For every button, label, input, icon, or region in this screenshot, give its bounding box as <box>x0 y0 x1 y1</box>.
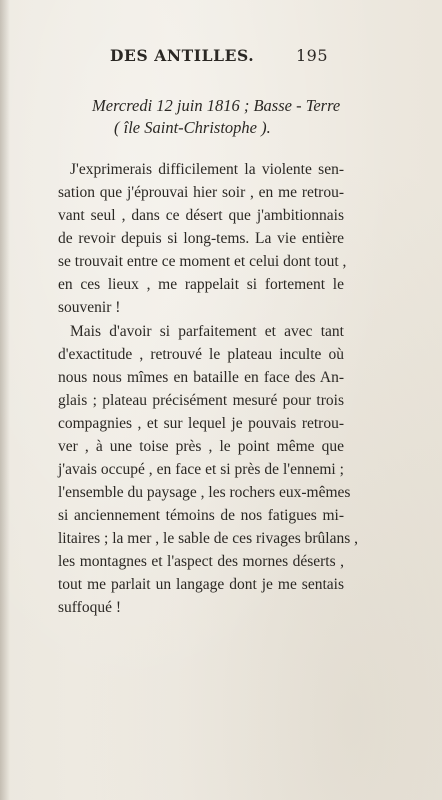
page-gutter-shadow <box>0 0 10 800</box>
text-line: souvenir ! <box>58 299 121 316</box>
text-line: litaires ; la mer , le sable de ces rivages brûlans , <box>58 530 358 547</box>
text-line: compagnies , et sur lequel je pouvais retrou- <box>58 415 344 432</box>
page-number: 195 <box>296 46 329 65</box>
text-line: se trouvait entre ce moment et celui dont tout , <box>58 253 347 270</box>
text-line: les montagnes et l'aspect des mornes déserts , <box>58 553 344 570</box>
text-line: tout me parlait un langage dont je me sentais <box>58 576 344 593</box>
running-head <box>0 46 442 68</box>
text-line: glais ; plateau précisément mesuré pour trois <box>58 392 344 409</box>
text-line: suffoqué ! <box>58 599 121 616</box>
text-line: vant seul , dans ce désert que j'ambitionnais <box>58 207 344 224</box>
entry-date-location: Mercredi 12 juin 1816 ; Basse - Terre <box>92 96 341 115</box>
text-line: Mais d'avoir si parfaitement et avec tant <box>70 323 344 340</box>
text-line: ver , à une toise près , le point même que <box>58 438 344 455</box>
text-line: l'ensemble du paysage , les rochers eux-mêmes <box>58 484 351 501</box>
text-line: de revoir depuis si long-tems. La vie entière <box>58 230 344 247</box>
running-head-title: DES ANTILLES. <box>110 46 255 65</box>
text-line: nous nous mîmes en bataille en face des An- <box>58 369 344 386</box>
entry-location-detail: ( île Saint-Christophe ). <box>114 118 271 137</box>
text-line: J'exprimerais difficilement la violente sen- <box>70 161 344 178</box>
text-line: si anciennement témoins de nos fatigues mi- <box>58 507 344 524</box>
text-line: en ces lieux , me rappelait si fortement le <box>58 276 344 293</box>
text-line: j'avais occupé , en face et si près de l'ennemi ; <box>58 461 344 478</box>
text-line: sation que j'éprouvai hier soir , en me retrou- <box>58 184 344 201</box>
text-line: d'exactitude , retrouvé le plateau inculte où <box>58 346 344 363</box>
